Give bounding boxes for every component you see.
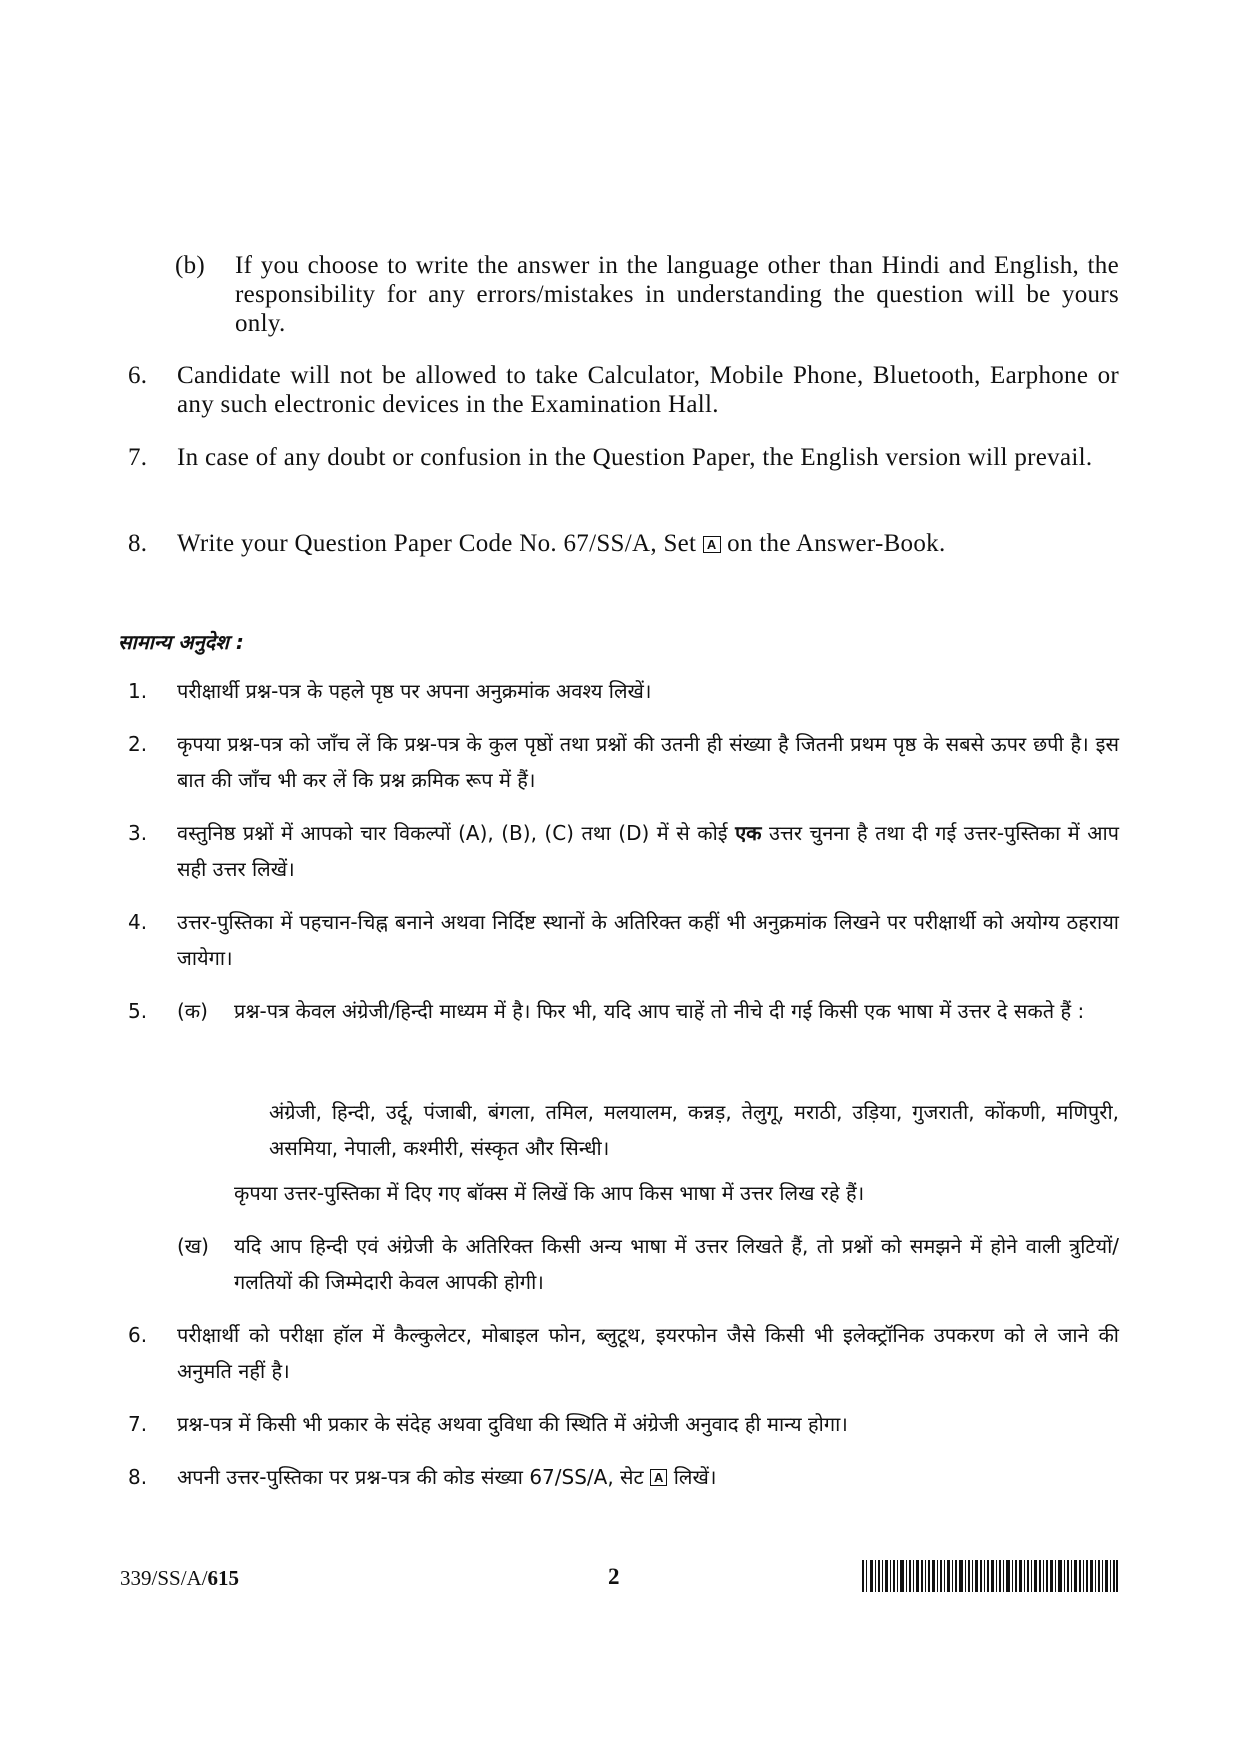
item-number: 8. (128, 530, 148, 557)
item-text: परीक्षार्थी प्रश्न-पत्र के पहले पृष्ठ पर अपना अनुक्रमांक अवश्य लिखें। (177, 679, 652, 703)
english-item-7 (128, 443, 1119, 472)
hindi-item-7 (128, 1406, 1119, 1442)
item-text (177, 815, 1119, 887)
item-text-bold: एक (735, 821, 762, 845)
hindi-item-4 (128, 904, 1119, 976)
hindi-item-5b (177, 1228, 1119, 1300)
barcode-icon (862, 1560, 1118, 1592)
item-number: 5. (128, 999, 148, 1023)
item-text-pre: Write your Question Paper Code No. 67/SS/A, Set (177, 530, 697, 557)
item-label: (b) (175, 252, 206, 279)
hindi-item-8 (128, 1459, 1119, 1495)
item-text: परीक्षार्थी को परीक्षा हॉल में कैल्कुलेटर, मोबाइल फोन, ब्लुटूथ, इयरफोन जैसे किसी भी इलेक्ट्रॉनिक उपकरण को ले जाने की अनुमति नहीं है। (177, 1323, 1119, 1383)
hindi-item-6 (128, 1317, 1119, 1389)
item-text: उत्तर-पुस्तिका में पहचान-चिह्न बनाने अथवा निर्दिष्ट स्थानों के अतिरिक्त कहीं भी अनुक्रमांक लिखने पर परीक्षार्थी को अयोग्य ठहराया जायेगा। (177, 910, 1119, 970)
item-text: प्रश्न-पत्र में किसी भी प्रकार के संदेह अथवा दुविधा की स्थिति में अंग्रेजी अनुवाद ही मान्य होगा। (177, 1412, 848, 1436)
page-number: 2 (608, 1564, 620, 1589)
paper-code-number: 615 (207, 1566, 240, 1590)
item-number: 3. (128, 821, 148, 845)
item-text (177, 529, 1119, 558)
hindi-language-list: अंग्रेजी, हिन्दी, उर्दू, पंजाबी, बंगला, तमिल, मलयालम, कन्नड़, तेलुगू, मराठी, उड़िया, गुजराती, कोंकणी, मणिपुरी, असमिया, नेपाली, कश्मीरी, संस्कृत और सिन्धी। (269, 1100, 1119, 1160)
item-sub-label: (ख) (177, 1234, 209, 1258)
hindi-item-5-note (234, 1175, 1119, 1211)
hindi-heading: सामान्य अनुदेश : (118, 630, 244, 654)
item-text: कृपया उत्तर-पुस्तिका में दिए गए बॉक्स में लिखें कि आप किस भाषा में उत्तर लिख रहे हैं। (234, 1181, 865, 1205)
set-box: A (703, 536, 721, 553)
item-text-post: लिखें। (673, 1465, 717, 1489)
english-item-b (175, 251, 1119, 338)
item-number: 4. (128, 910, 148, 934)
english-item-6 (128, 361, 1119, 419)
item-text: यदि आप हिन्दी एवं अंग्रेजी के अतिरिक्त किसी अन्य भाषा में उत्तर लिखते हैं, तो प्रश्नों को समझने में होने वाली त्रुटियों/गलतियों की जिम्मेदारी केवल आपकी होगी। (234, 1234, 1119, 1294)
hindi-item-3 (128, 815, 1119, 887)
item-text (177, 1459, 1119, 1495)
item-number: 8. (128, 1465, 148, 1489)
item-text-pre: अपनी उत्तर-पुस्तिका पर प्रश्न-पत्र की कोड संख्या 67/SS/A, सेट (177, 1465, 644, 1489)
item-number: 1. (128, 679, 148, 703)
item-sub-label: (क) (177, 999, 208, 1023)
item-number: 2. (128, 732, 148, 756)
item-text-post: उत्तर चुनना है तथा दी गई उत्तर-पुस्तिका में आप सही उत्तर लिखें। (177, 821, 1120, 881)
hindi-item-2 (128, 726, 1119, 798)
paper-code (120, 1566, 239, 1591)
item-text-post: on the Answer-Book. (727, 530, 946, 557)
item-text: If you choose to write the answer in the language other than Hindi and English, the responsibility for any errors/mistakes in understanding the question will be yours only. (235, 252, 1119, 337)
hindi-item-1 (128, 673, 1119, 709)
item-text: Candidate will not be allowed to take Calculator, Mobile Phone, Bluetooth, Earphone or any such electronic devices in the Examination Hall. (177, 362, 1119, 418)
item-number: 6. (128, 1323, 148, 1347)
paper-code-prefix: 339/SS/A/ (120, 1566, 208, 1590)
item-text-pre: वस्तुनिष्ठ प्रश्नों में आपको चार विकल्पों (A), (B), (C) तथा (D) में से कोई (177, 821, 728, 845)
item-number: 6. (128, 362, 148, 389)
item-number: 7. (128, 444, 148, 471)
item-text: प्रश्न-पत्र केवल अंग्रेजी/हिन्दी माध्यम में है। फिर भी, यदि आप चाहें तो नीचे दी गई किसी एक भाषा में उत्तर दे सकते हैं : (234, 999, 1085, 1023)
hindi-item-5a (128, 993, 1119, 1029)
item-number: 7. (128, 1412, 148, 1436)
english-item-8 (128, 529, 1119, 558)
item-text: कृपया प्रश्न-पत्र को जाँच लें कि प्रश्न-पत्र के कुल पृष्ठों तथा प्रश्नों की उतनी ही संख्या है जितनी प्रथम पृष्ठ के सबसे ऊपर छपी है। इस बात की जाँच भी कर लें कि प्रश्न क्रमिक रूप में हैं। (177, 732, 1119, 792)
item-text: In case of any doubt or confusion in the Question Paper, the English version will prevail. (177, 444, 1093, 471)
set-box: A (650, 1469, 667, 1486)
